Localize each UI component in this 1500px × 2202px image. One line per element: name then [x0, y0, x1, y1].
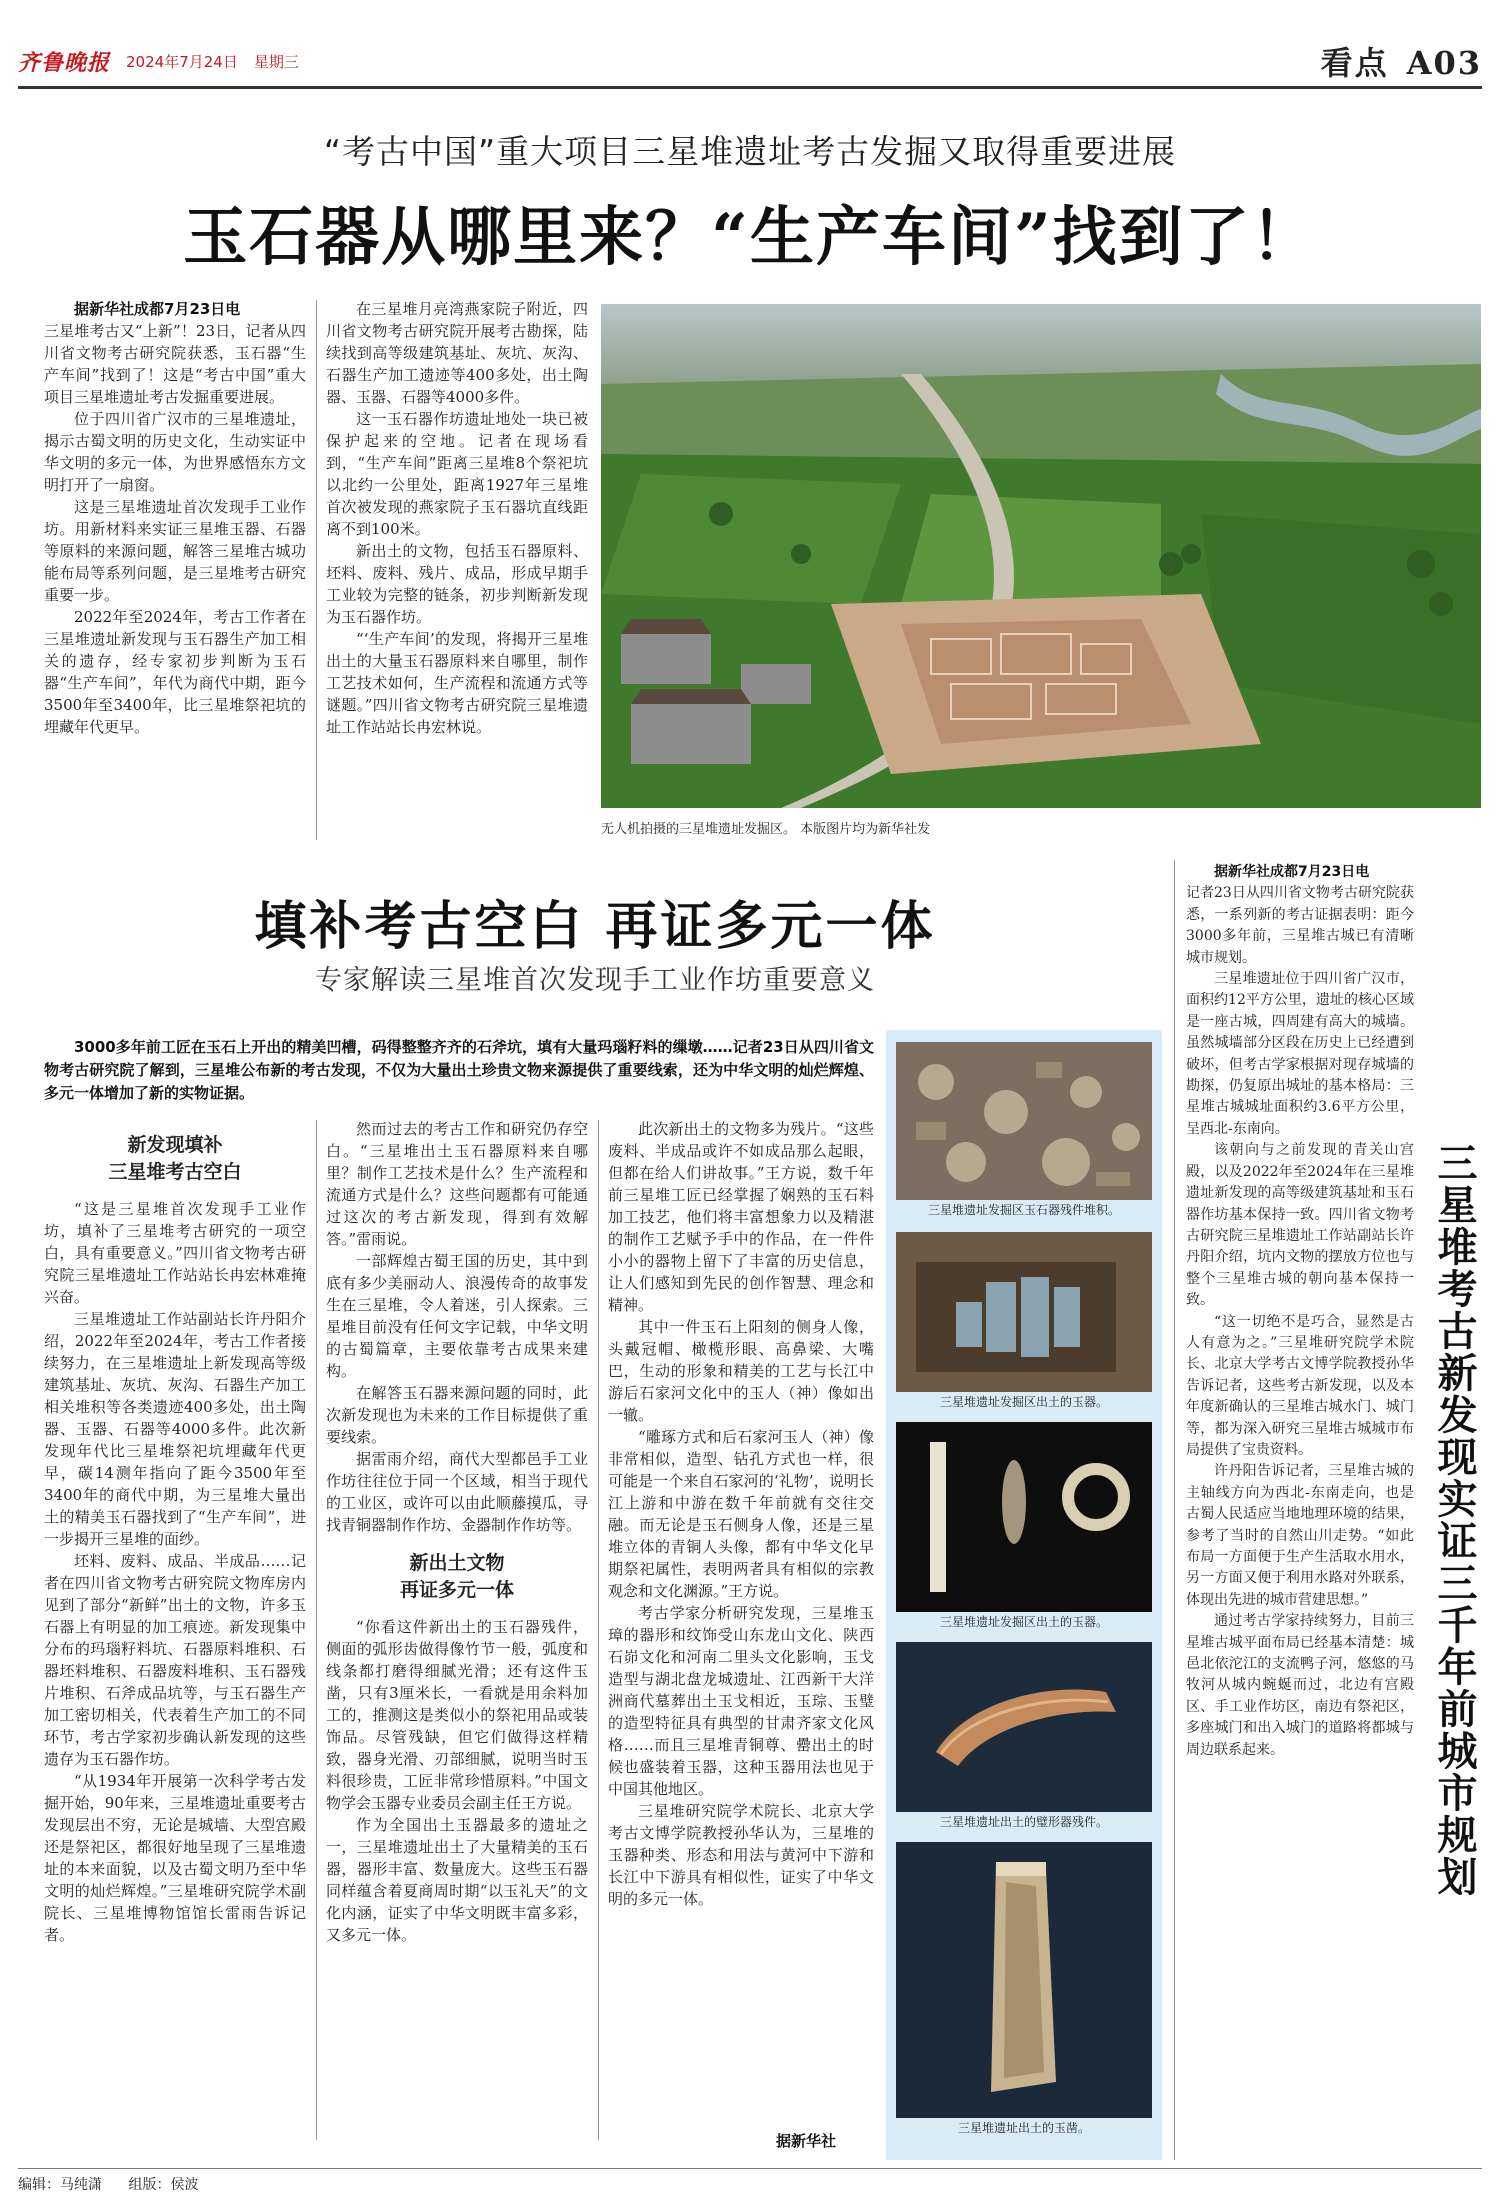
newspaper-logo: 齐鲁晚报 — [18, 49, 111, 76]
paragraph: 坯料、废料、成品、半成品……记者在四川省文物考古研究院文物库房内见到了部分“新鲜”出土的文物，许多玉石器上有明显的加工痕迹。新发现集中分布的玛瑙籽料坑、石器原料堆积、石器坯料堆积、石器废料堆积、玉石器残片堆积、石斧成品坑等，与玉石器生产加工密切相关，代表着生产加工的不同环节，考古学家初步确认新发现的这些遗存为玉石器作坊。 — [44, 1552, 306, 1768]
paragraph: 考古学家分析研究发现，三星堆玉璋的器形和纹饰受山东龙山文化、陕西石峁文化和河南二里头文化影响，玉戈造型与湖北盘龙城遗址、江西新干大洋洲商代墓葬出土玉戈相近，玉琮、玉璧的造型特征具有典型的甘肃齐家文化风格……而且三星堆青铜尊、罍出土的时候也盛装着玉器，这种玉器用法也见于中国其他地区。 — [608, 1604, 874, 1798]
top-story-headline: 玉石器从哪里来？“生产车间”找到了！ — [183, 200, 1317, 275]
issue-date: 2024年7月24日 — [126, 52, 238, 71]
third-story-vertical-headline: 三星堆考古新发现实证三千年前城市规划 — [1431, 1142, 1478, 1898]
paragraph: 三星堆研究院学术院长、北京大学考古文博学院教授孙华认为，三星堆的玉器种类、形态和用法与黄河中下游和长江中下游具有相似性，证实了中华文明的多元一体。 — [608, 1802, 874, 1908]
paragraph-text: 这一玉石器作坊遗址地处一块已被保护起来的空地。记者在现场看到，“生产车间”距离三星堆8个祭祀坑以北约一公里处，距离1927年三星堆首次被发现的燕家院子玉石器坑直线距离不到100米。 — [326, 410, 588, 538]
gallery-item — [896, 1422, 1152, 1632]
column-divider — [598, 1120, 599, 2140]
top-story-column-1 — [44, 298, 306, 738]
paragraph-text: “‘生产车间’的发现，将揭开三星堆出土的大量玉石器原料来自哪里，制作工艺技术如何，生产流程和流通方式等谜题。”四川省文物考古研究院三星堆遗址工作站站长冉宏林说。 — [326, 630, 588, 736]
paragraph: 作为全国出土玉器最多的遗址之一，三星堆遗址出土了大量精美的玉石器，器形丰富、数量庞大。这些玉石器同样蕴含着夏商周时期“以玉礼天”的文化内涵，证实了中华文明既丰富多彩，又多元一体。 — [326, 1816, 588, 1944]
gallery-caption: 三星堆遗址发掘区出土的玉器。 — [939, 1615, 1108, 1629]
paragraph — [44, 298, 306, 408]
gallery-item — [896, 1642, 1152, 1832]
paragraph — [326, 298, 588, 408]
second-story-deck: 专家解读三星堆首次发现手工业作坊重要意义 — [315, 965, 875, 996]
page-footer — [18, 2174, 220, 2194]
paragraph-text: 该朝向与之前发现的青关山宫殿，以及2022年至2024年在三星堆遗址新发现的高等级建筑基址和玉石器作坊基本保持一致。四川省文物考古研究院三星堆遗址工作站副站长许丹阳介绍，坑内文物的摆放方位也与整个三星堆古城的朝向基本保持一致。 — [1186, 1142, 1414, 1309]
issue-weekday: 星期三 — [253, 52, 299, 71]
dateline: 据新华社成都7月23日电 — [1214, 864, 1370, 880]
aerial-photo-excavation-site — [601, 304, 1481, 808]
paragraph — [44, 606, 306, 738]
paragraph: 一部辉煌古蜀王国的历史，其中到底有多少美丽动人、浪漫传奇的故事发生在三星堆，令人着迷，引人探索。三星堆目前没有任何文字记载，中华文明的古蜀篇章，主要依靠考古成果来建构。 — [326, 1252, 588, 1380]
paragraph-text: 在三星堆月亮湾燕家院子附近，四川省文物考古研究院开展考古勘探，陆续找到高等级建筑基址、灰坑、灰沟、石器生产加工遗迹等400多处，出土陶器、玉器、石器等4000多件。 — [326, 300, 588, 406]
paragraph — [44, 408, 306, 496]
paragraph — [1186, 969, 1414, 1140]
paragraph-text: 2022年至2024年，考古工作者在三星堆遗址新发现与玉石器生产加工相关的遗存，经专家初步判断为玉石器“生产车间”，年代为商代中期，距今3500年至3400年，比三星堆祭祀坑的埋藏年代更早。 — [44, 608, 306, 736]
gallery-caption: 三星堆遗址出土的璧形器残件。 — [939, 1815, 1108, 1829]
paragraph-text: 新出土的文物，包括玉石器原料、坯料、废料、残片、成品，形成早期手工业较为完整的链条，初步判断新发现为玉石器作坊。 — [326, 542, 588, 626]
layout-credit: 组版：侯波 — [128, 2177, 199, 2193]
column-divider — [316, 1120, 317, 2140]
gallery-item — [896, 1232, 1152, 1412]
paragraph-text: 通过考古学家持续努力，目前三星堆古城平面布局已经基本清楚：城邑北依沱江的支流鸭子河，悠悠的马牧河从城内蜿蜒而过，北边有宫殿区、手工业作坊区，南边有祭祀区，多座城门和出入城门的道路将都城与周边联系起来。 — [1186, 1613, 1414, 1758]
second-story-column-3 — [608, 1118, 874, 1910]
column-divider — [316, 300, 317, 840]
gallery-caption: 三星堆遗址发掘区玉石器残件堆积。 — [927, 1203, 1120, 1217]
third-story-column — [1186, 862, 1414, 1761]
page-number: A03 — [1406, 44, 1482, 82]
gallery-item — [896, 1842, 1152, 2138]
column-divider — [1174, 860, 1175, 2160]
paragraph-text: “这一切绝不是巧合，显然是古人有意为之。”三星堆研究院学术院长、北京大学考古文博学院教授孙华告诉记者，这些考古新发现，以及本年度新确认的三星堆古城水门、城门等，都为深入研究三星堆古城城市布局提供了宝贵资料。 — [1186, 1313, 1414, 1458]
second-story-column-1 — [44, 1118, 306, 1946]
aerial-photo-caption: 无人机拍摄的三星堆遗址发掘区。 本版图片均为新华社发 — [601, 822, 931, 837]
paragraph-text: 位于四川省广汉市的三星堆遗址，揭示古蜀文明的历史文化，生动实证中华文明的多元一体，为世界感悟东方文明打开了一扇窗。 — [44, 410, 306, 494]
paragraph — [1186, 1312, 1414, 1462]
paragraph — [326, 540, 588, 628]
jade-chisel-photo — [896, 1842, 1152, 2118]
paragraph: “你看这件新出土的玉石器残件，侧面的弧形齿做得像竹节一般，弧度和线条都打磨得细腻光滑；还有这件玉凿，只有3厘米长，一看就是用余料加工的，推测这是类似小的祭祀用品或装饰品。尽管残缺，但它们做得这样精致，器身光滑、刃部细腻，说明当时玉料很珍贵，工匠非常珍惜原料。”中国文物学会玉器专业委员会副主任王方说。 — [326, 1618, 588, 1812]
masthead — [18, 42, 1482, 80]
artifact-fragment-pile-photo — [896, 1042, 1152, 1200]
section-subhead: 新出土文物 再证多元一体 — [399, 1552, 514, 1601]
paragraph: 三星堆遗址工作站副站长许丹阳介绍，2022年至2024年，考古工作者接续努力，在三星堆遗址上新发现高等级建筑基址、灰坑、灰沟、石器生产加工相关堆积等各类遗迹400多处，出土陶器、玉器、石器等4000多件。此次新发现年代比三星堆祭祀坑埋藏年代更早，碳14测年指向了距今3500年至3400年的商代中期，为三星堆大量出土的精美玉石器找到了“生产车间”，进一步揭开三星堆的面纱。 — [44, 1310, 306, 1548]
paragraph: “这是三星堆首次发现手工业作坊，填补了三星堆考古研究的一项空白，具有重要意义。”四川省文物考古研究院三星堆遗址工作站站长冉宏林难掩兴奋。 — [44, 1200, 306, 1306]
section-label: 看点 A03 — [1320, 44, 1482, 82]
paragraph: 据雷雨介绍，商代大型都邑手工业作坊往往位于同一个区域，相当于现代的工业区，或许可以由此顺藤摸瓜，寻找青铜器制作作坊、金器制作作坊等。 — [326, 1450, 588, 1534]
paragraph — [1186, 1611, 1414, 1761]
second-story-column-2 — [326, 1118, 588, 1946]
section-subhead: 新发现填补 三星堆考古空白 — [108, 1134, 242, 1183]
paragraph-text: 三星堆考古又“上新”！23日，记者从四川省文物考古研究院获悉，玉石器“生产车间”找到了！这是“考古中国”重大项目三星堆遗址考古发掘重要进展。 — [44, 322, 306, 406]
gallery-item — [896, 1042, 1152, 1220]
bi-fragment-photo — [896, 1642, 1152, 1812]
second-story-headline: 填补考古空白 再证多元一体 — [254, 896, 936, 957]
dateline: 据新华社成都7月23日电 — [74, 300, 241, 318]
paragraph: “从1934年开展第一次科学考古发掘开始，90年来，三星堆遗址重要考古发现层出不穷，无论是城墙、大型宫殿还是祭祀区，都很好地呈现了三星堆遗址的本来面貌，以及古蜀文明乃至中华文明的灿烂辉煌。”三星堆研究院学术副院长、三星堆博物馆馆长雷雨告诉记者。 — [44, 1772, 306, 1944]
second-story-byline: 据新华社 — [776, 2132, 837, 2150]
paragraph — [1186, 1461, 1414, 1611]
paragraph — [326, 628, 588, 738]
jade-pit-photo — [896, 1232, 1152, 1392]
masthead-rule — [18, 86, 1482, 89]
paragraph-text: 三星堆遗址位于四川省广汉市，面积约12平方公里，遗址的核心区域是一座古城，四周建有高大的城墙。虽然城墙部分区段在历史上已经遭到破坏，但考古学家根据对现存城墙的勘探，仍复原出城址的基本格局：三星堆古城城址面积约3.6平方公里，呈西北-东南向。 — [1186, 971, 1414, 1137]
paragraph: 其中一件玉石上阳刻的侧身人像，头戴冠帽、橄榄形眼、高鼻梁、大嘴巴，生动的形象和精美的工艺与长江中游后石家河文化中的玉人（神）像如出一辙。 — [608, 1318, 874, 1424]
paragraph-text: 记者23日从四川省文物考古研究院获悉，一系列新的考古证据表明：距今3000多年前，三星堆古城已有清晰城市规划。 — [1186, 885, 1414, 966]
paragraph — [1186, 1140, 1414, 1311]
paragraph-text: 这是三星堆遗址首次发现手工业作坊。用新材料来实证三星堆玉器、石器等原料的来源问题，解答三星堆古城功能布局等系列问题，是三星堆考古研究重要一步。 — [44, 498, 306, 604]
gallery-caption: 三星堆遗址发掘区出土的玉器。 — [939, 1395, 1108, 1409]
footer-rule — [18, 2168, 1482, 2169]
paragraph — [1186, 862, 1414, 969]
paragraph — [44, 496, 306, 606]
top-story-column-2 — [326, 298, 588, 738]
paragraph: 在解答玉石器来源问题的同时，此次新发现也为未来的工作目标提供了重要线索。 — [326, 1384, 588, 1446]
jade-tools-photo — [896, 1422, 1152, 1612]
second-story-lead: 3000多年前工匠在玉石上开出的精美凹槽，码得整整齐齐的石斧坑，填有大量玛瑙籽料的缫墩……记者23日从四川省文物考古研究院了解到，三星堆公布新的考古发现，不仅为大量出土珍贵文物来源提供了重要线索，还为中华文明的灿烂辉煌、多元一体增加了新的实物证据。 — [44, 1038, 874, 1102]
paragraph-text: 许丹阳告诉记者，三星堆古城的主轴线方向为西北-东南走向，也是古蜀人民适应当地地理环境的结果，参考了当时的自然山川走势。“如此布局一方面便于生产生活取水用水，另一方面又便于利用水路对外联系，体现出先进的城市营建思想。” — [1186, 1463, 1414, 1608]
top-story-kicker: “考古中国”重大项目三星堆遗址考古发掘又取得重要进展 — [323, 132, 1177, 171]
gallery-caption: 三星堆遗址出土的玉凿。 — [957, 2121, 1090, 2135]
editor-credit: 编辑：马纯潇 — [18, 2177, 102, 2193]
paragraph: 然而过去的考古工作和研究仍存空白。“三星堆出土玉石器原料来自哪里？制作工艺技术是什么？生产流程和流通方式是什么？这些问题都有可能通过这次的考古新发现，得到有效解答。”雷雨说。 — [326, 1120, 588, 1248]
paragraph: 此次新出土的文物多为残片。“这些废料、半成品或许不如成品那么起眼，但都在给人们讲故事。”王方说，数千年前三星堆工匠已经掌握了娴熟的玉石料加工技艺，他们将丰富想象力以及精湛的制作工艺赋予手中的作品，在一件件小小的器物上留下了丰富的历史信息，让人们感知到先民的创作智慧、理念和精神。 — [608, 1120, 874, 1314]
paragraph — [326, 408, 588, 540]
paragraph: “雕琢方式和后石家河玉人（神）像非常相似，造型、钻孔方式也一样，很可能是一个来自石家河的‘礼物’，说明长江上游和中游在数千年前就有交往交融。而无论是玉石侧身人像，还是三星堆立体的青铜人头像，都有中华文化早期祭祀属性，表明两者具有相似的宗教观念和文化渊源。”王方说。 — [608, 1428, 874, 1600]
artifact-photo-gallery — [886, 1030, 1162, 2160]
